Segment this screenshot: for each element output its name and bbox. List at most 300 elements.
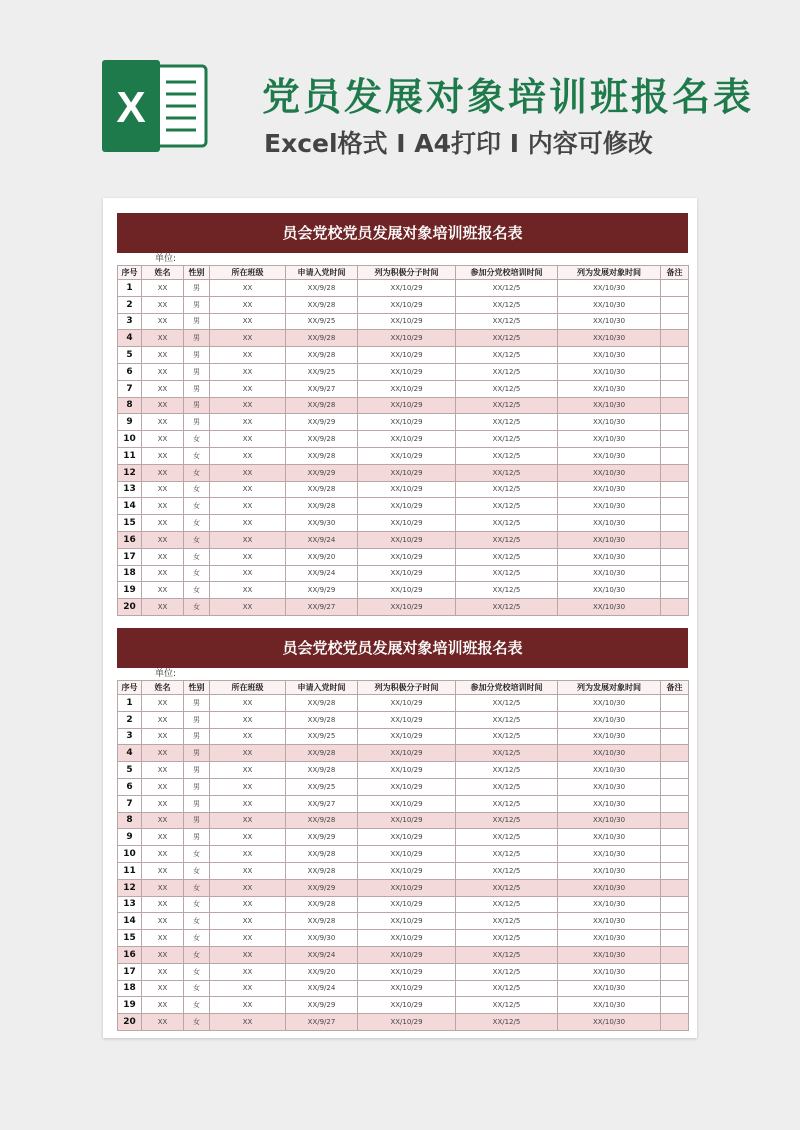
col-activist-date-cell[interactable]: XX/10/29 — [358, 963, 456, 980]
col-training-date-cell[interactable]: XX/12/5 — [456, 363, 558, 380]
col-gender-cell[interactable]: 女 — [184, 879, 210, 896]
col-gender-cell[interactable]: 女 — [184, 515, 210, 532]
col-candidate-date-cell[interactable]: XX/10/30 — [558, 582, 661, 599]
col-class-cell[interactable]: XX — [210, 498, 286, 515]
col-seq-cell[interactable]: 1 — [118, 695, 142, 712]
col-class-cell[interactable]: XX — [210, 997, 286, 1014]
col-seq-cell[interactable]: 19 — [118, 582, 142, 599]
col-class-cell[interactable]: XX — [210, 913, 286, 930]
col-remarks-cell[interactable] — [661, 930, 689, 947]
col-class-cell[interactable]: XX — [210, 745, 286, 762]
col-candidate-date-cell[interactable]: XX/10/30 — [558, 812, 661, 829]
col-apply-date-cell[interactable]: XX/9/28 — [286, 711, 358, 728]
col-name-cell[interactable]: XX — [142, 431, 184, 448]
col-remarks-cell[interactable] — [661, 829, 689, 846]
col-remarks-cell[interactable] — [661, 980, 689, 997]
col-training-date-cell[interactable]: XX/12/5 — [456, 330, 558, 347]
col-apply-date-cell[interactable]: XX/9/29 — [286, 464, 358, 481]
col-remarks-cell[interactable] — [661, 380, 689, 397]
col-name-cell[interactable]: XX — [142, 548, 184, 565]
col-gender-cell[interactable]: 男 — [184, 347, 210, 364]
col-name-cell[interactable]: XX — [142, 481, 184, 498]
col-gender-cell[interactable]: 女 — [184, 913, 210, 930]
col-candidate-date-cell[interactable]: XX/10/30 — [558, 778, 661, 795]
col-name-cell[interactable]: XX — [142, 380, 184, 397]
col-name-cell[interactable]: XX — [142, 296, 184, 313]
col-training-date-cell[interactable]: XX/12/5 — [456, 531, 558, 548]
col-activist-date-cell[interactable]: XX/10/29 — [358, 296, 456, 313]
col-activist-date-cell[interactable]: XX/10/29 — [358, 980, 456, 997]
col-training-date-cell[interactable]: XX/12/5 — [456, 280, 558, 297]
col-candidate-date-cell[interactable]: XX/10/30 — [558, 695, 661, 712]
col-remarks-cell[interactable] — [661, 414, 689, 431]
col-name-cell[interactable]: XX — [142, 447, 184, 464]
col-name-cell[interactable]: XX — [142, 498, 184, 515]
col-activist-date-cell[interactable]: XX/10/29 — [358, 930, 456, 947]
col-candidate-date-cell[interactable]: XX/10/30 — [558, 896, 661, 913]
col-name-cell[interactable]: XX — [142, 980, 184, 997]
col-seq-cell[interactable]: 6 — [118, 778, 142, 795]
col-candidate-date-cell[interactable]: XX/10/30 — [558, 380, 661, 397]
col-class-cell[interactable]: XX — [210, 862, 286, 879]
col-training-date-cell[interactable]: XX/12/5 — [456, 464, 558, 481]
col-activist-date-cell[interactable]: XX/10/29 — [358, 464, 456, 481]
col-class-cell[interactable]: XX — [210, 380, 286, 397]
col-apply-date-cell[interactable]: XX/9/28 — [286, 431, 358, 448]
col-activist-date-cell[interactable]: XX/10/29 — [358, 946, 456, 963]
col-remarks-cell[interactable] — [661, 795, 689, 812]
col-training-date-cell[interactable]: XX/12/5 — [456, 296, 558, 313]
col-gender-cell[interactable]: 男 — [184, 313, 210, 330]
col-apply-date-cell[interactable]: XX/9/28 — [286, 330, 358, 347]
col-candidate-date-cell[interactable]: XX/10/30 — [558, 447, 661, 464]
col-activist-date-cell[interactable]: XX/10/29 — [358, 728, 456, 745]
col-gender-cell[interactable]: 女 — [184, 481, 210, 498]
col-candidate-date-cell[interactable]: XX/10/30 — [558, 363, 661, 380]
col-gender-cell[interactable]: 女 — [184, 980, 210, 997]
col-training-date-cell[interactable]: XX/12/5 — [456, 313, 558, 330]
col-candidate-date-cell[interactable]: XX/10/30 — [558, 313, 661, 330]
col-seq-cell[interactable]: 16 — [118, 531, 142, 548]
col-class-cell[interactable]: XX — [210, 963, 286, 980]
col-apply-date-cell[interactable]: XX/9/27 — [286, 1014, 358, 1031]
col-gender-cell[interactable]: 女 — [184, 1014, 210, 1031]
col-class-cell[interactable]: XX — [210, 397, 286, 414]
col-candidate-date-cell[interactable]: XX/10/30 — [558, 963, 661, 980]
col-class-cell[interactable]: XX — [210, 980, 286, 997]
col-candidate-date-cell[interactable]: XX/10/30 — [558, 745, 661, 762]
col-activist-date-cell[interactable]: XX/10/29 — [358, 695, 456, 712]
col-training-date-cell[interactable]: XX/12/5 — [456, 599, 558, 616]
col-activist-date-cell[interactable]: XX/10/29 — [358, 531, 456, 548]
col-apply-date-cell[interactable]: XX/9/27 — [286, 795, 358, 812]
col-class-cell[interactable]: XX — [210, 363, 286, 380]
col-seq-cell[interactable]: 12 — [118, 879, 142, 896]
col-seq-cell[interactable]: 3 — [118, 313, 142, 330]
col-activist-date-cell[interactable]: XX/10/29 — [358, 762, 456, 779]
col-remarks-cell[interactable] — [661, 728, 689, 745]
col-name-cell[interactable]: XX — [142, 778, 184, 795]
col-class-cell[interactable]: XX — [210, 599, 286, 616]
col-seq-cell[interactable]: 14 — [118, 498, 142, 515]
col-candidate-date-cell[interactable]: XX/10/30 — [558, 711, 661, 728]
col-gender-cell[interactable]: 女 — [184, 582, 210, 599]
col-training-date-cell[interactable]: XX/12/5 — [456, 980, 558, 997]
col-apply-date-cell[interactable]: XX/9/24 — [286, 565, 358, 582]
col-seq-cell[interactable]: 16 — [118, 946, 142, 963]
col-remarks-cell[interactable] — [661, 963, 689, 980]
col-remarks-cell[interactable] — [661, 498, 689, 515]
col-gender-cell[interactable]: 男 — [184, 363, 210, 380]
col-apply-date-cell[interactable]: XX/9/25 — [286, 778, 358, 795]
col-candidate-date-cell[interactable]: XX/10/30 — [558, 862, 661, 879]
col-activist-date-cell[interactable]: XX/10/29 — [358, 582, 456, 599]
col-training-date-cell[interactable]: XX/12/5 — [456, 946, 558, 963]
col-activist-date-cell[interactable]: XX/10/29 — [358, 347, 456, 364]
col-name-cell[interactable]: XX — [142, 330, 184, 347]
col-name-cell[interactable]: XX — [142, 795, 184, 812]
col-apply-date-cell[interactable]: XX/9/20 — [286, 548, 358, 565]
col-remarks-cell[interactable] — [661, 548, 689, 565]
col-apply-date-cell[interactable]: XX/9/28 — [286, 695, 358, 712]
col-candidate-date-cell[interactable]: XX/10/30 — [558, 599, 661, 616]
col-remarks-cell[interactable] — [661, 1014, 689, 1031]
col-name-cell[interactable]: XX — [142, 896, 184, 913]
col-apply-date-cell[interactable]: XX/9/28 — [286, 498, 358, 515]
col-training-date-cell[interactable]: XX/12/5 — [456, 963, 558, 980]
col-seq-cell[interactable]: 8 — [118, 397, 142, 414]
col-name-cell[interactable]: XX — [142, 829, 184, 846]
col-candidate-date-cell[interactable]: XX/10/30 — [558, 946, 661, 963]
col-training-date-cell[interactable]: XX/12/5 — [456, 795, 558, 812]
col-training-date-cell[interactable]: XX/12/5 — [456, 778, 558, 795]
col-apply-date-cell[interactable]: XX/9/27 — [286, 599, 358, 616]
col-activist-date-cell[interactable]: XX/10/29 — [358, 599, 456, 616]
col-gender-cell[interactable]: 女 — [184, 565, 210, 582]
col-candidate-date-cell[interactable]: XX/10/30 — [558, 330, 661, 347]
col-candidate-date-cell[interactable]: XX/10/30 — [558, 930, 661, 947]
col-gender-cell[interactable]: 女 — [184, 464, 210, 481]
col-training-date-cell[interactable]: XX/12/5 — [456, 548, 558, 565]
col-class-cell[interactable]: XX — [210, 846, 286, 863]
col-candidate-date-cell[interactable]: XX/10/30 — [558, 846, 661, 863]
col-activist-date-cell[interactable]: XX/10/29 — [358, 515, 456, 532]
col-seq-cell[interactable]: 2 — [118, 711, 142, 728]
col-remarks-cell[interactable] — [661, 280, 689, 297]
col-training-date-cell[interactable]: XX/12/5 — [456, 498, 558, 515]
col-class-cell[interactable]: XX — [210, 481, 286, 498]
col-gender-cell[interactable]: 男 — [184, 695, 210, 712]
col-apply-date-cell[interactable]: XX/9/30 — [286, 515, 358, 532]
col-training-date-cell[interactable]: XX/12/5 — [456, 515, 558, 532]
col-name-cell[interactable]: XX — [142, 464, 184, 481]
col-apply-date-cell[interactable]: XX/9/28 — [286, 862, 358, 879]
col-candidate-date-cell[interactable]: XX/10/30 — [558, 795, 661, 812]
col-gender-cell[interactable]: 男 — [184, 829, 210, 846]
col-name-cell[interactable]: XX — [142, 711, 184, 728]
col-apply-date-cell[interactable]: XX/9/29 — [286, 582, 358, 599]
col-gender-cell[interactable]: 女 — [184, 599, 210, 616]
col-remarks-cell[interactable] — [661, 946, 689, 963]
col-seq-cell[interactable]: 18 — [118, 980, 142, 997]
col-training-date-cell[interactable]: XX/12/5 — [456, 711, 558, 728]
col-seq-cell[interactable]: 19 — [118, 997, 142, 1014]
col-seq-cell[interactable]: 10 — [118, 431, 142, 448]
col-seq-cell[interactable]: 2 — [118, 296, 142, 313]
col-remarks-cell[interactable] — [661, 347, 689, 364]
col-seq-cell[interactable]: 4 — [118, 330, 142, 347]
col-training-date-cell[interactable]: XX/12/5 — [456, 728, 558, 745]
col-seq-cell[interactable]: 11 — [118, 447, 142, 464]
col-name-cell[interactable]: XX — [142, 1014, 184, 1031]
col-gender-cell[interactable]: 男 — [184, 778, 210, 795]
col-class-cell[interactable]: XX — [210, 548, 286, 565]
col-seq-cell[interactable]: 7 — [118, 795, 142, 812]
col-candidate-date-cell[interactable]: XX/10/30 — [558, 515, 661, 532]
col-gender-cell[interactable]: 男 — [184, 762, 210, 779]
col-activist-date-cell[interactable]: XX/10/29 — [358, 812, 456, 829]
col-training-date-cell[interactable]: XX/12/5 — [456, 481, 558, 498]
col-class-cell[interactable]: XX — [210, 447, 286, 464]
col-gender-cell[interactable]: 女 — [184, 431, 210, 448]
col-training-date-cell[interactable]: XX/12/5 — [456, 762, 558, 779]
col-seq-cell[interactable]: 20 — [118, 599, 142, 616]
col-training-date-cell[interactable]: XX/12/5 — [456, 565, 558, 582]
col-training-date-cell[interactable]: XX/12/5 — [456, 447, 558, 464]
col-apply-date-cell[interactable]: XX/9/29 — [286, 829, 358, 846]
col-apply-date-cell[interactable]: XX/9/28 — [286, 481, 358, 498]
col-seq-cell[interactable]: 5 — [118, 762, 142, 779]
col-gender-cell[interactable]: 女 — [184, 447, 210, 464]
col-activist-date-cell[interactable]: XX/10/29 — [358, 862, 456, 879]
col-name-cell[interactable]: XX — [142, 862, 184, 879]
col-class-cell[interactable]: XX — [210, 695, 286, 712]
col-remarks-cell[interactable] — [661, 846, 689, 863]
col-class-cell[interactable]: XX — [210, 414, 286, 431]
col-activist-date-cell[interactable]: XX/10/29 — [358, 711, 456, 728]
col-class-cell[interactable]: XX — [210, 728, 286, 745]
col-apply-date-cell[interactable]: XX/9/20 — [286, 963, 358, 980]
col-activist-date-cell[interactable]: XX/10/29 — [358, 280, 456, 297]
col-activist-date-cell[interactable]: XX/10/29 — [358, 846, 456, 863]
col-remarks-cell[interactable] — [661, 330, 689, 347]
col-seq-cell[interactable]: 7 — [118, 380, 142, 397]
col-seq-cell[interactable]: 6 — [118, 363, 142, 380]
col-class-cell[interactable]: XX — [210, 795, 286, 812]
col-class-cell[interactable]: XX — [210, 812, 286, 829]
col-name-cell[interactable]: XX — [142, 812, 184, 829]
col-gender-cell[interactable]: 女 — [184, 548, 210, 565]
col-gender-cell[interactable]: 男 — [184, 330, 210, 347]
col-candidate-date-cell[interactable]: XX/10/30 — [558, 728, 661, 745]
col-candidate-date-cell[interactable]: XX/10/30 — [558, 464, 661, 481]
col-remarks-cell[interactable] — [661, 447, 689, 464]
col-class-cell[interactable]: XX — [210, 330, 286, 347]
col-class-cell[interactable]: XX — [210, 565, 286, 582]
col-gender-cell[interactable]: 女 — [184, 531, 210, 548]
col-class-cell[interactable]: XX — [210, 946, 286, 963]
col-seq-cell[interactable]: 17 — [118, 963, 142, 980]
col-name-cell[interactable]: XX — [142, 879, 184, 896]
col-activist-date-cell[interactable]: XX/10/29 — [358, 380, 456, 397]
col-apply-date-cell[interactable]: XX/9/28 — [286, 812, 358, 829]
col-name-cell[interactable]: XX — [142, 313, 184, 330]
col-gender-cell[interactable]: 男 — [184, 745, 210, 762]
col-candidate-date-cell[interactable]: XX/10/30 — [558, 397, 661, 414]
col-class-cell[interactable]: XX — [210, 1014, 286, 1031]
col-remarks-cell[interactable] — [661, 896, 689, 913]
col-seq-cell[interactable]: 13 — [118, 896, 142, 913]
col-apply-date-cell[interactable]: XX/9/28 — [286, 896, 358, 913]
col-remarks-cell[interactable] — [661, 296, 689, 313]
col-apply-date-cell[interactable]: XX/9/24 — [286, 946, 358, 963]
col-training-date-cell[interactable]: XX/12/5 — [456, 745, 558, 762]
col-gender-cell[interactable]: 男 — [184, 380, 210, 397]
col-name-cell[interactable]: XX — [142, 531, 184, 548]
col-gender-cell[interactable]: 男 — [184, 728, 210, 745]
col-remarks-cell[interactable] — [661, 762, 689, 779]
col-activist-date-cell[interactable]: XX/10/29 — [358, 829, 456, 846]
col-name-cell[interactable]: XX — [142, 963, 184, 980]
col-seq-cell[interactable]: 10 — [118, 846, 142, 863]
col-name-cell[interactable]: XX — [142, 946, 184, 963]
col-apply-date-cell[interactable]: XX/9/28 — [286, 296, 358, 313]
col-gender-cell[interactable]: 女 — [184, 862, 210, 879]
col-training-date-cell[interactable]: XX/12/5 — [456, 913, 558, 930]
col-activist-date-cell[interactable]: XX/10/29 — [358, 778, 456, 795]
col-name-cell[interactable]: XX — [142, 762, 184, 779]
col-activist-date-cell[interactable]: XX/10/29 — [358, 879, 456, 896]
col-apply-date-cell[interactable]: XX/9/28 — [286, 745, 358, 762]
col-gender-cell[interactable]: 男 — [184, 296, 210, 313]
col-name-cell[interactable]: XX — [142, 582, 184, 599]
col-remarks-cell[interactable] — [661, 599, 689, 616]
col-remarks-cell[interactable] — [661, 778, 689, 795]
col-class-cell[interactable]: XX — [210, 531, 286, 548]
col-name-cell[interactable]: XX — [142, 695, 184, 712]
col-apply-date-cell[interactable]: XX/9/27 — [286, 380, 358, 397]
col-seq-cell[interactable]: 15 — [118, 515, 142, 532]
col-name-cell[interactable]: XX — [142, 930, 184, 947]
col-seq-cell[interactable]: 18 — [118, 565, 142, 582]
col-candidate-date-cell[interactable]: XX/10/30 — [558, 531, 661, 548]
col-remarks-cell[interactable] — [661, 913, 689, 930]
col-candidate-date-cell[interactable]: XX/10/30 — [558, 431, 661, 448]
col-seq-cell[interactable]: 9 — [118, 414, 142, 431]
col-candidate-date-cell[interactable]: XX/10/30 — [558, 997, 661, 1014]
col-training-date-cell[interactable]: XX/12/5 — [456, 695, 558, 712]
col-training-date-cell[interactable]: XX/12/5 — [456, 997, 558, 1014]
col-name-cell[interactable]: XX — [142, 728, 184, 745]
col-class-cell[interactable]: XX — [210, 582, 286, 599]
col-training-date-cell[interactable]: XX/12/5 — [456, 812, 558, 829]
col-activist-date-cell[interactable]: XX/10/29 — [358, 363, 456, 380]
col-candidate-date-cell[interactable]: XX/10/30 — [558, 347, 661, 364]
col-apply-date-cell[interactable]: XX/9/28 — [286, 280, 358, 297]
col-name-cell[interactable]: XX — [142, 363, 184, 380]
col-training-date-cell[interactable]: XX/12/5 — [456, 380, 558, 397]
col-seq-cell[interactable]: 15 — [118, 930, 142, 947]
col-remarks-cell[interactable] — [661, 531, 689, 548]
col-gender-cell[interactable]: 女 — [184, 498, 210, 515]
col-candidate-date-cell[interactable]: XX/10/30 — [558, 913, 661, 930]
col-class-cell[interactable]: XX — [210, 296, 286, 313]
col-class-cell[interactable]: XX — [210, 515, 286, 532]
col-activist-date-cell[interactable]: XX/10/29 — [358, 1014, 456, 1031]
col-remarks-cell[interactable] — [661, 997, 689, 1014]
col-candidate-date-cell[interactable]: XX/10/30 — [558, 879, 661, 896]
col-name-cell[interactable]: XX — [142, 397, 184, 414]
col-activist-date-cell[interactable]: XX/10/29 — [358, 896, 456, 913]
col-class-cell[interactable]: XX — [210, 464, 286, 481]
col-gender-cell[interactable]: 女 — [184, 896, 210, 913]
col-name-cell[interactable]: XX — [142, 913, 184, 930]
col-training-date-cell[interactable]: XX/12/5 — [456, 846, 558, 863]
col-candidate-date-cell[interactable]: XX/10/30 — [558, 548, 661, 565]
col-training-date-cell[interactable]: XX/12/5 — [456, 930, 558, 947]
col-candidate-date-cell[interactable]: XX/10/30 — [558, 762, 661, 779]
col-remarks-cell[interactable] — [661, 879, 689, 896]
col-gender-cell[interactable]: 男 — [184, 414, 210, 431]
col-gender-cell[interactable]: 女 — [184, 930, 210, 947]
col-class-cell[interactable]: XX — [210, 431, 286, 448]
col-seq-cell[interactable]: 5 — [118, 347, 142, 364]
col-activist-date-cell[interactable]: XX/10/29 — [358, 498, 456, 515]
col-apply-date-cell[interactable]: XX/9/24 — [286, 980, 358, 997]
col-apply-date-cell[interactable]: XX/9/28 — [286, 397, 358, 414]
col-seq-cell[interactable]: 13 — [118, 481, 142, 498]
col-seq-cell[interactable]: 12 — [118, 464, 142, 481]
col-remarks-cell[interactable] — [661, 745, 689, 762]
col-candidate-date-cell[interactable]: XX/10/30 — [558, 414, 661, 431]
col-activist-date-cell[interactable]: XX/10/29 — [358, 431, 456, 448]
col-gender-cell[interactable]: 女 — [184, 946, 210, 963]
col-activist-date-cell[interactable]: XX/10/29 — [358, 330, 456, 347]
col-remarks-cell[interactable] — [661, 363, 689, 380]
col-candidate-date-cell[interactable]: XX/10/30 — [558, 280, 661, 297]
col-candidate-date-cell[interactable]: XX/10/30 — [558, 1014, 661, 1031]
col-apply-date-cell[interactable]: XX/9/29 — [286, 997, 358, 1014]
col-activist-date-cell[interactable]: XX/10/29 — [358, 481, 456, 498]
col-training-date-cell[interactable]: XX/12/5 — [456, 829, 558, 846]
col-name-cell[interactable]: XX — [142, 414, 184, 431]
col-candidate-date-cell[interactable]: XX/10/30 — [558, 980, 661, 997]
col-seq-cell[interactable]: 14 — [118, 913, 142, 930]
col-activist-date-cell[interactable]: XX/10/29 — [358, 313, 456, 330]
col-class-cell[interactable]: XX — [210, 762, 286, 779]
col-apply-date-cell[interactable]: XX/9/25 — [286, 313, 358, 330]
col-apply-date-cell[interactable]: XX/9/28 — [286, 762, 358, 779]
col-apply-date-cell[interactable]: XX/9/29 — [286, 879, 358, 896]
col-training-date-cell[interactable]: XX/12/5 — [456, 397, 558, 414]
col-training-date-cell[interactable]: XX/12/5 — [456, 862, 558, 879]
col-activist-date-cell[interactable]: XX/10/29 — [358, 565, 456, 582]
col-remarks-cell[interactable] — [661, 481, 689, 498]
col-name-cell[interactable]: XX — [142, 515, 184, 532]
col-activist-date-cell[interactable]: XX/10/29 — [358, 414, 456, 431]
col-apply-date-cell[interactable]: XX/9/25 — [286, 728, 358, 745]
col-name-cell[interactable]: XX — [142, 280, 184, 297]
col-remarks-cell[interactable] — [661, 862, 689, 879]
col-activist-date-cell[interactable]: XX/10/29 — [358, 997, 456, 1014]
col-candidate-date-cell[interactable]: XX/10/30 — [558, 829, 661, 846]
col-apply-date-cell[interactable]: XX/9/28 — [286, 846, 358, 863]
col-activist-date-cell[interactable]: XX/10/29 — [358, 745, 456, 762]
col-activist-date-cell[interactable]: XX/10/29 — [358, 913, 456, 930]
col-candidate-date-cell[interactable]: XX/10/30 — [558, 498, 661, 515]
col-apply-date-cell[interactable]: XX/9/24 — [286, 531, 358, 548]
col-gender-cell[interactable]: 女 — [184, 963, 210, 980]
